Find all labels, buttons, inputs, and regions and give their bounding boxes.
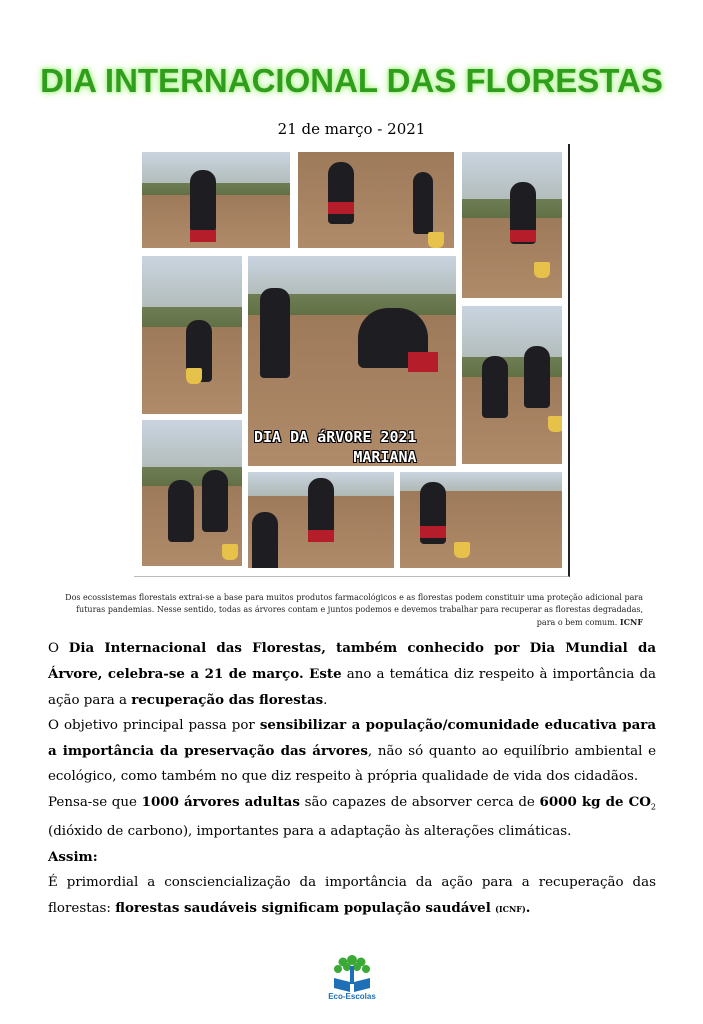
paragraph-objective <box>48 713 656 789</box>
text-run: (dióxido de carbono), importantes para a adaptação às alterações climáticas. <box>48 824 572 840</box>
page-title: DIA INTERNACIONAL DAS FLORESTAS <box>40 62 663 99</box>
eco-escolas-label: Eco-Escolas <box>328 992 376 1001</box>
text-run: . <box>323 692 328 708</box>
event-date: 21 de março - 2021 <box>277 120 426 138</box>
text-run: Pensa-se que <box>48 794 142 810</box>
collage-photo <box>296 150 456 250</box>
text-run-bold: sensibilizar a população/comunidade educativa para a importância da preservação das árvores <box>48 717 656 760</box>
text-run-bold: Este <box>303 665 342 682</box>
caption-text: Dos ecossistemas florestais extrai-se a base para muitos produtos farmacológicos e as florestas podem constituir uma proteção adicional para futuras pandemias. Nesse sentido, todas as árvores contam e juntos podemos e devemos trabalhar para recuperar as florestas degradadas, para o bem comum. <box>65 593 643 627</box>
text-run: são capazes de absorver cerca de <box>299 794 540 810</box>
text-run-bold: 6000 kg de CO <box>539 793 651 810</box>
text-run: ano a temática diz respeito à importância da ação para a <box>48 666 656 708</box>
collage-photo <box>140 254 244 416</box>
caption-source: ICNF <box>619 617 643 627</box>
photo-caption <box>60 592 643 629</box>
text-run-bold: 1000 árvores adultas <box>141 793 300 810</box>
collage-photo <box>460 150 564 300</box>
collage-photo <box>460 304 564 466</box>
text-run: , não só quanto ao equilíbrio ambiental e ecológico, como também no que diz respeito à própria qualidade de vida dos cidadãos. <box>48 744 656 784</box>
paragraph-assim <box>48 845 656 871</box>
text-run-bold: florestas saudáveis significam população saudável <box>115 899 491 916</box>
collage-photo <box>140 150 292 250</box>
text-run-bold: Assim: <box>48 849 98 866</box>
reference: (ICNF) <box>495 903 526 914</box>
text-run-bold: recuperação das florestas <box>131 691 324 708</box>
photo-collage <box>134 144 570 577</box>
collage-photo <box>246 470 396 570</box>
overlay-line-2: MARIANA <box>353 448 417 466</box>
text-run: É primordial a consciencialização da importância da ação para a recuperação das florestas: <box>48 874 656 916</box>
subscript: 2 <box>650 802 656 812</box>
text-run-bold: . <box>525 899 531 916</box>
article-body <box>48 636 656 921</box>
overlay-line-1: DIA DA áRVORE 2021 <box>254 428 417 446</box>
collage-photo <box>398 470 564 570</box>
text-run: O objetivo principal passa por <box>48 718 260 734</box>
paragraph-co2 <box>48 790 656 845</box>
paragraph-conclusion <box>48 871 656 922</box>
paragraph-intro <box>48 636 656 713</box>
collage-overlay-text <box>254 427 417 467</box>
text-run-bold: Dia Internacional das Florestas, também conhecido por Dia Mundial da Árvore, celebra-se a 21 de março. <box>48 640 656 682</box>
collage-photo <box>140 418 244 568</box>
text-run: O <box>48 641 69 656</box>
